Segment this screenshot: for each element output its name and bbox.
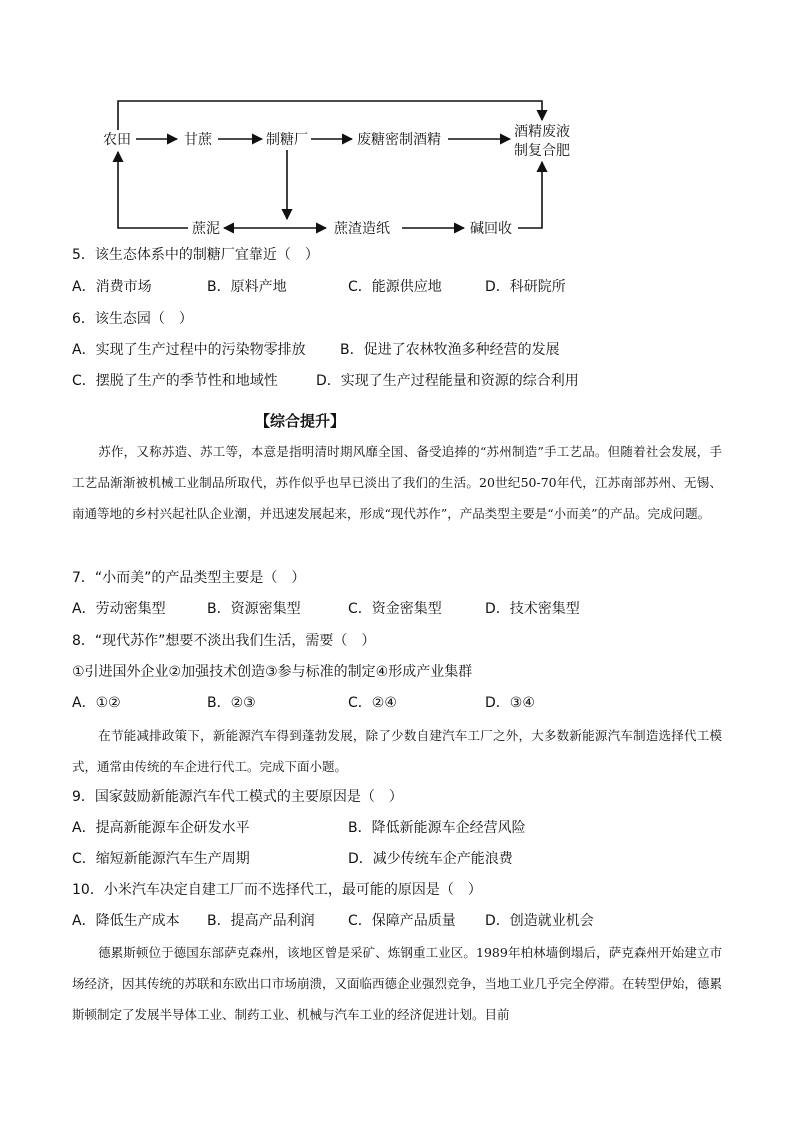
- q5-option-d[interactable]: D．科研院所: [485, 279, 566, 295]
- q7-option-c[interactable]: C．资金密集型: [348, 601, 442, 617]
- section-heading: 【综合提升】: [255, 412, 346, 430]
- q10-option-a[interactable]: A．降低生产成本: [72, 913, 180, 929]
- q9-option-a[interactable]: A．提高新能源车企研发水平: [72, 820, 250, 836]
- q8-items: ①引进国外企业②加强技术创造③参与标准的制定④形成产业集群: [72, 664, 473, 680]
- arrow-mud-field: [118, 152, 188, 228]
- passage-3-text: 德累斯顿位于德国东部萨克森州，该地区曾是采矿、炼钢重工业区。1989年柏林墙倒塌后，萨克森州开始建立市场经济，因其传统的苏联和东欧出口市场崩溃，又面临西德企业强烈竞争，当地工业几乎完全停滞。在转型伊始，德累斯顿制定了发展半导体工业、制药工业、机械与汽车工业的经济促进计划。目前: [72, 945, 723, 1022]
- passage-1-text: 苏作，又称苏造、苏工等，本意是指明清时期风靡全国、备受追捧的“苏州制造”手工艺品。但随着社会发展，手工艺品渐渐被机械工业制品所取代，苏作似乎也早已淡出了我们的生活。20世纪50-70年代，江苏南部苏州、无锡、南通等地的乡村兴起社队企业潮，并迅速发展起来，形成“现代苏作”，产品类型主要是“小而美”的产品。完成问题。: [72, 444, 722, 521]
- node-sugar-factory: 制糖厂: [266, 132, 308, 148]
- node-molasses-alcohol: 废糖密制酒精: [357, 132, 441, 148]
- q8-option-b[interactable]: B．②③: [207, 695, 256, 711]
- q5-option-c[interactable]: C．能源供应地: [348, 279, 442, 295]
- node-waste-line2: 制复合肥: [514, 143, 570, 159]
- node-field: 农田: [103, 132, 131, 148]
- node-filter-mud: 蔗泥: [192, 221, 220, 237]
- q6-option-b[interactable]: B．促进了农林牧渔多种经营的发展: [340, 342, 560, 358]
- q10-stem: 10．小米汽车决定自建工厂而不选择代工，最可能的原因是（ ）: [72, 882, 482, 898]
- node-waste-line1: 酒精废液: [514, 124, 570, 140]
- passage-3: [72, 937, 722, 1030]
- eco-flow-diagram: [0, 0, 794, 245]
- q5-stem: 5．该生态体系中的制糖厂宜靠近（ ）: [72, 247, 319, 263]
- q7-stem: 7．“小而美”的产品类型主要是（ ）: [72, 570, 306, 586]
- passage-1: [72, 436, 722, 529]
- q7-option-b[interactable]: B．资源密集型: [207, 601, 301, 617]
- q5-option-b[interactable]: B．原料产地: [207, 279, 287, 295]
- node-alkali-recovery: 碱回收: [470, 221, 512, 237]
- q8-option-a[interactable]: A．①②: [72, 695, 121, 711]
- q8-stem: 8．“现代苏作”想要不淡出我们生活，需要（ ）: [72, 633, 376, 649]
- q7-option-d[interactable]: D．技术密集型: [485, 601, 580, 617]
- node-bagasse-paper: 蔗渣造纸: [334, 221, 390, 237]
- q6-option-c[interactable]: C．摆脱了生产的季节性和地域性: [72, 373, 278, 389]
- arrow-alkali-fertilizer: [518, 162, 542, 228]
- passage-2-text: 在节能减排政策下，新能源汽车得到蓬勃发展，除了少数自建汽车工厂之外，大多数新能源汽车制造选择代工模式，通常由传统的车企进行代工。完成下面小题。: [72, 728, 722, 774]
- q9-option-c[interactable]: C．缩短新能源汽车生产周期: [72, 851, 250, 867]
- q9-option-b[interactable]: B．降低新能源车企经营风险: [348, 820, 526, 836]
- q8-option-d[interactable]: D．③④: [485, 695, 535, 711]
- q6-option-a[interactable]: A．实现了生产过程中的污染物零排放: [72, 342, 306, 358]
- node-sugarcane: 甘蔗: [184, 132, 212, 148]
- q6-stem: 6．该生态园（ ）: [72, 311, 193, 327]
- q5-option-a[interactable]: A．消费市场: [72, 279, 152, 295]
- q10-option-d[interactable]: D．创造就业机会: [485, 913, 594, 929]
- q9-option-d[interactable]: D．减少传统车企产能浪费: [348, 851, 513, 867]
- arrow-top-loop: [118, 101, 542, 130]
- q10-option-b[interactable]: B．提高产品利润: [207, 913, 315, 929]
- passage-2: [72, 720, 722, 782]
- q8-option-c[interactable]: C．②④: [348, 695, 397, 711]
- q9-stem: 9．国家鼓励新能源汽车代工模式的主要原因是（ ）: [72, 789, 403, 805]
- q7-option-a[interactable]: A．劳动密集型: [72, 601, 166, 617]
- q6-option-d[interactable]: D．实现了生产过程能量和资源的综合利用: [316, 373, 579, 389]
- q10-option-c[interactable]: C．保障产品质量: [348, 913, 456, 929]
